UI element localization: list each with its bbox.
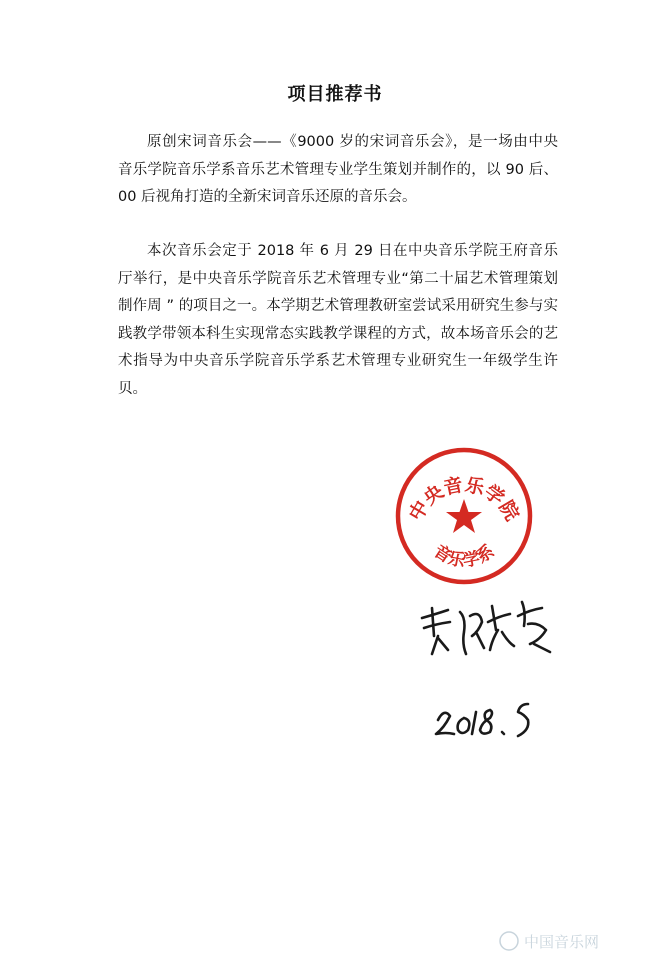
date-text: 2018.5 — [432, 690, 436, 691]
handwritten-date — [432, 690, 552, 744]
seal-top-text: 中央音乐学院 — [404, 473, 524, 525]
handwritten-signature — [418, 592, 568, 676]
official-seal — [392, 444, 536, 588]
paragraph-intro: 原创宋词音乐会——《9000 岁的宋词音乐会》，是一场由中央音乐学院音乐学系音乐艺术管理专业学生策划并制作的，以 90 后、00 后视角打造的全新宋词音乐还原的音乐会。 — [118, 134, 558, 205]
seal-star-icon — [446, 499, 482, 533]
paragraph-details: 本次音乐会定于 2018 年 6 月 29 日在中央音乐学院王府音乐厅举行，是中央音乐学院音乐艺术管理专业“第二十届艺术管理策划制作周 ” 的项目之一。本学期艺术管理教研室尝试采用研究生参与实践教学带领本科生实现常态实践教学课程的方式，故本场音乐会的艺术指导为中央音乐学院音乐学系艺术管理专业研究生一年级学生许贝。 — [118, 243, 558, 397]
site-watermark — [498, 928, 656, 954]
document-title: 项目推荐书 — [287, 84, 383, 105]
watermark-logo-icon — [500, 932, 518, 950]
watermark-text: 中国音乐网 — [524, 933, 600, 951]
seal-bottom-text: 音乐学系 — [429, 541, 499, 572]
